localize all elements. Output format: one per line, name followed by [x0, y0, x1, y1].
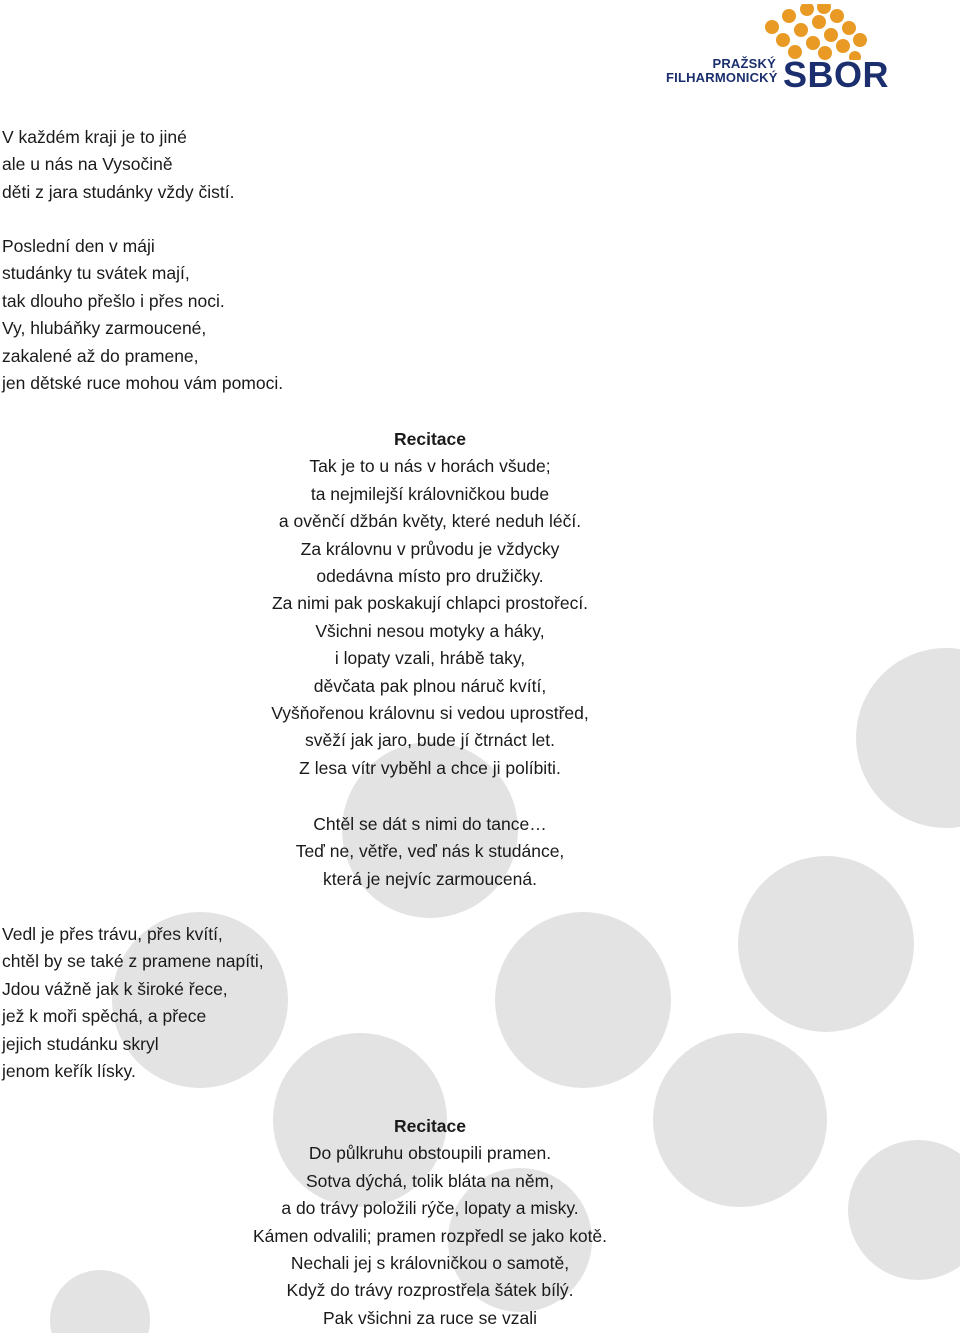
poem-line: jejich studánku skryl	[2, 1033, 159, 1054]
poem-line: Jdou vážně jak k široké řece,	[2, 978, 228, 999]
bg-circle	[653, 1033, 827, 1207]
poem-line: která je nejvíc zarmoucená.	[323, 868, 537, 889]
bg-circle	[848, 1140, 960, 1280]
poem-line: Všichni nesou motyky a háky,	[315, 620, 545, 641]
poem-line: jež k moři spěchá, a přece	[2, 1006, 207, 1027]
poem-line: Teď ne, větře, veď nás k studánce,	[295, 841, 565, 862]
poem-line: Z lesa vítr vyběhl a chce ji políbiti.	[299, 757, 561, 778]
choir-logo	[660, 4, 960, 100]
logo-word: SBOR	[783, 54, 890, 95]
poem-line: chtěl by se také z pramene napíti,	[2, 951, 264, 972]
recitation-heading: Recitace	[394, 429, 466, 449]
poem-line: Vy, hlubáňky zarmoucené,	[2, 318, 207, 339]
recitation-2	[220, 1113, 640, 1332]
poem-line: děvčata pak plnou náruč kvítí,	[313, 675, 547, 696]
poem-line: ale u nás na Vysočině	[2, 154, 173, 175]
poem-line: Pak všichni za ruce se vzali	[323, 1307, 537, 1328]
poem-line: Tak je to u nás v horách všude;	[309, 456, 551, 477]
poem-line: tak dlouho přešlo i přes noci.	[2, 290, 225, 311]
bg-circle	[856, 648, 960, 828]
logo-dots-icon	[660, 4, 960, 60]
poem-line: odedávna místo pro družičky.	[316, 566, 544, 587]
bg-circle	[738, 856, 914, 1032]
poem-line: ta nejmilejší královničkou bude	[310, 483, 550, 504]
poem-line: děti z jara studánky vždy čistí.	[2, 181, 235, 202]
logo-name-line2: FILHARMONICKÝ	[666, 70, 778, 85]
poem-line: zakalené až do pramene,	[2, 345, 199, 366]
poem-line: Když do trávy rozprostřela šátek bílý.	[286, 1280, 574, 1301]
poem-line: V každém kraji je to jiné	[2, 127, 187, 147]
poem-line: a do trávy položili rýče, lopaty a misky.	[281, 1198, 579, 1219]
poem-line: svěží jak jaro, bude jí čtrnáct let.	[305, 730, 555, 751]
stanza-3	[220, 811, 640, 893]
poem-line: Za královnu v průvodu je vždycky	[300, 538, 560, 559]
bg-circle	[50, 1270, 150, 1333]
poem-line: Do půlkruhu obstoupili pramen.	[308, 1143, 552, 1164]
poem-line: i lopaty vzali, hrábě taky,	[334, 648, 526, 669]
logo-name	[666, 57, 776, 85]
poem-line: studánky tu svátek mají,	[2, 263, 190, 284]
poem-line: Vedl je přes trávu, přes kvítí,	[2, 924, 223, 944]
bg-circle	[495, 912, 671, 1088]
poem-line: jenom keřík lísky.	[2, 1061, 136, 1082]
poem-line: jen dětské ruce mohou vám pomoci.	[2, 373, 284, 394]
poem-line: Nechali jej s královničkou o samotě,	[290, 1253, 570, 1274]
recitation-1	[220, 426, 640, 782]
stanza-2	[2, 233, 283, 397]
stanza-4	[2, 921, 264, 1085]
poem-line: Sotva dýchá, tolik bláta na něm,	[305, 1170, 555, 1191]
poem-line: Poslední den v máji	[2, 236, 155, 256]
poem-line: Za nimi pak poskakují chlapci prostořecí.	[271, 593, 589, 614]
recitation-heading: Recitace	[394, 1116, 466, 1136]
stanza-1	[2, 124, 234, 206]
poem-line: Chtěl se dát s nimi do tance…	[313, 814, 547, 834]
poem-line: Kámen odvalili; pramen rozpředl se jako kotě.	[252, 1225, 608, 1246]
poem-line: a ověnčí džbán květy, které neduh léčí.	[278, 511, 582, 532]
poem-line: Vyšňořenou královnu si vedou uprostřed,	[271, 703, 589, 724]
logo-name-line1: PRAŽSKÝ	[712, 56, 776, 71]
